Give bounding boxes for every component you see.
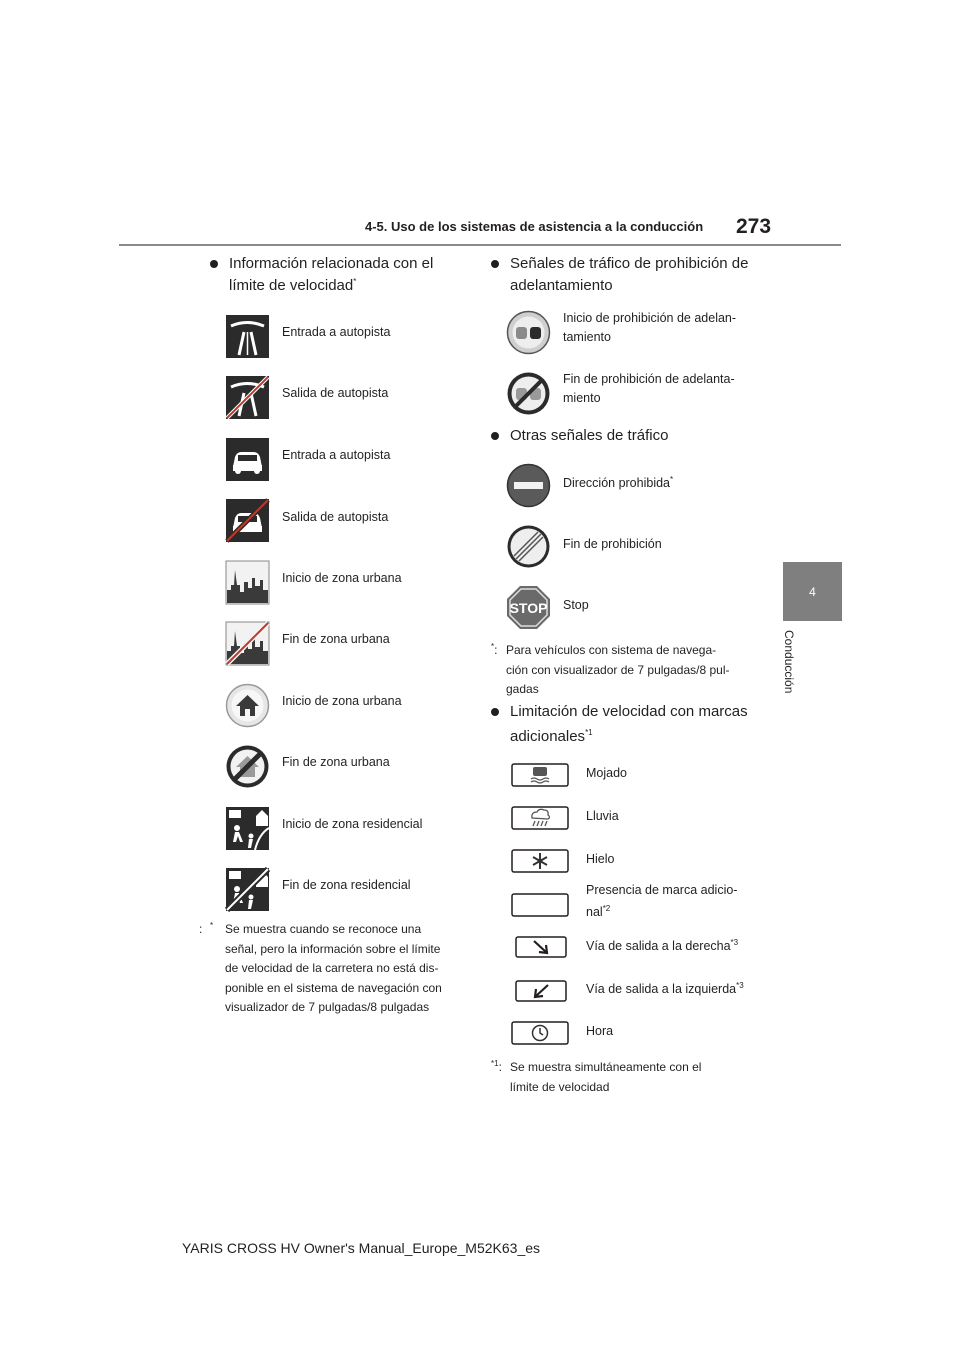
- other-signs-heading: [491, 425, 761, 447]
- no-overtaking-icon: [506, 310, 551, 355]
- bullet-icon: [491, 432, 499, 440]
- chapter-number: 4: [809, 584, 816, 599]
- bullet-icon: [491, 260, 499, 268]
- rain-icon: [511, 806, 569, 830]
- heading-line: Señales de tráfico de prohibición de: [510, 255, 749, 272]
- stop-sign-text: STOP: [509, 600, 548, 616]
- footnote-mark: *2: [602, 903, 611, 913]
- sign-label: Fin de zona urbana: [282, 632, 390, 646]
- arrow-left-down-icon: [515, 980, 567, 1002]
- sign-label: Stop: [563, 598, 589, 612]
- heading-text: Otras señales de tráfico: [510, 427, 669, 444]
- footnote-mark: *: [670, 474, 674, 484]
- sign-label-line: tamiento: [563, 330, 611, 344]
- overtaking-heading: [491, 253, 761, 297]
- sign-label: Mojado: [586, 766, 627, 780]
- sign-label: Hielo: [586, 852, 615, 866]
- footnote-line: límite de velocidad: [510, 1079, 610, 1094]
- heading-line: adelantamiento: [510, 277, 613, 294]
- sign-label: [586, 937, 738, 956]
- sign-label: [586, 980, 744, 999]
- sign-label: [586, 881, 766, 922]
- footnote-line: Se muestra simultáneamente con el: [510, 1060, 702, 1074]
- sign-label: Entrada a autopista: [282, 325, 391, 339]
- sign-label-text: Vía de salida a la derecha: [586, 939, 731, 953]
- sign-label-line: Fin de prohibición de adelanta-: [563, 372, 735, 386]
- sign-label-line: Presencia de marca adicio-: [586, 883, 738, 897]
- urban-zone-end-icon: [225, 621, 270, 666]
- sign-label: Salida de autopista: [282, 386, 389, 400]
- header-divider: [119, 244, 841, 246]
- stop-sign-icon: [506, 585, 551, 630]
- urban-zone-end-round-icon: [225, 744, 270, 789]
- footnote-line: visualizador de 7 pulgadas/8 pulgadas: [225, 1000, 430, 1014]
- footnote-mark: *: [353, 277, 357, 286]
- footnote-line: ponible en el sistema de navegación con: [225, 980, 442, 995]
- sign-label: Entrada a autopista: [282, 448, 391, 462]
- end-of-restriction-icon: [506, 524, 551, 569]
- chapter-label: [782, 630, 802, 710]
- no-overtaking-end-icon: [506, 371, 551, 416]
- urban-zone-start-round-icon: [225, 683, 270, 728]
- footnote: $^{*1}$: Se muestra simultáneamente con el límite de velocidad: [491, 1058, 761, 1097]
- motorway-start-icon: [225, 314, 270, 359]
- heading-line: adicionales: [510, 728, 586, 745]
- heading-text: Información relacionada con el límite de velocidad: [229, 255, 434, 294]
- arrow-right-down-icon: [515, 936, 567, 958]
- footnote-mark: *1: [585, 728, 593, 737]
- sign-label: Fin de zona urbana: [282, 755, 390, 769]
- sign-label-line: miento: [563, 391, 601, 405]
- footnote-mark: *3: [736, 980, 744, 990]
- bullet-icon: [210, 260, 218, 268]
- sign-label: Hora: [586, 1024, 614, 1038]
- sign-label: Inicio de zona urbana: [282, 694, 402, 708]
- blank-panel-icon: [511, 893, 569, 917]
- urban-zone-start-icon: [225, 560, 270, 605]
- sign-label-text: Dirección prohibida: [563, 476, 671, 490]
- sign-label: Inicio de zona urbana: [282, 571, 402, 585]
- bullet-icon: [491, 708, 499, 716]
- footnote-line: Se muestra cuando se reconoce una: [225, 922, 422, 936]
- sign-label-text: Vía de salida a la izquierda: [586, 982, 737, 996]
- footnote-line: gadas: [506, 682, 539, 696]
- heading-line: Limitación de velocidad con marcas: [510, 703, 748, 720]
- footnote-line: señal, pero la información sobre el límite: [225, 941, 441, 956]
- section-title: 4-5. Uso de los sistemas de asistencia a la conducción: [365, 219, 704, 234]
- page-number: 273: [736, 215, 772, 238]
- sign-label: Inicio de zona residencial: [282, 817, 423, 831]
- sign-label-line: Inicio de prohibición de adelan-: [563, 311, 737, 325]
- footnote-line: de velocidad de la carretera no está dis-: [225, 961, 439, 975]
- speed-limit-heading: [210, 253, 470, 297]
- sign-label: Salida de autopista: [282, 510, 389, 524]
- residential-zone-end-icon: [225, 867, 270, 912]
- footnote-mark: *3: [730, 937, 739, 947]
- expressway-start-icon: [225, 437, 270, 482]
- chapter-label-text: Conducción: [782, 630, 796, 694]
- additional-marks-heading: [491, 701, 761, 748]
- motorway-end-icon: [225, 375, 270, 420]
- sign-label: [563, 474, 673, 493]
- snowflake-icon: [511, 849, 569, 873]
- footer-text: YARIS CROSS HV Owner's Manual_Europe_M52K63_es: [182, 1240, 541, 1256]
- footnote-mark: *: [491, 642, 495, 651]
- expressway-end-icon: [225, 498, 270, 543]
- sign-label: [563, 370, 763, 408]
- sign-label: Fin de zona residencial: [282, 878, 411, 892]
- sign-label: Fin de prohibición: [563, 537, 662, 551]
- wet-road-icon: [511, 763, 569, 787]
- footnote-mark: *1: [491, 1059, 499, 1068]
- clock-icon: [511, 1021, 569, 1045]
- sign-label: Lluvia: [586, 809, 619, 823]
- sign-label: [563, 309, 763, 347]
- footnote: * : Se muestra cuando se reconoce una señal, pero la información sobre el límite de velocidad de la carretera no está dis- ponible en el sistema de navegación con visualizador de 7 pulgadas/8 pulgadas: [210, 920, 470, 1018]
- footnote: *: Para vehículos con sistema de navega- ción con visualizador de 7 pulgadas/8 pul- gadas: [491, 641, 761, 700]
- residential-zone-start-icon: [225, 806, 270, 851]
- footnote-line: Para vehículos con sistema de navega-: [506, 643, 717, 657]
- chapter-tab: [783, 562, 842, 621]
- no-entry-icon: [506, 463, 551, 508]
- sign-label-line: nal: [586, 905, 603, 919]
- footnote-line: ción con visualizador de 7 pulgadas/8 pul-: [506, 662, 730, 677]
